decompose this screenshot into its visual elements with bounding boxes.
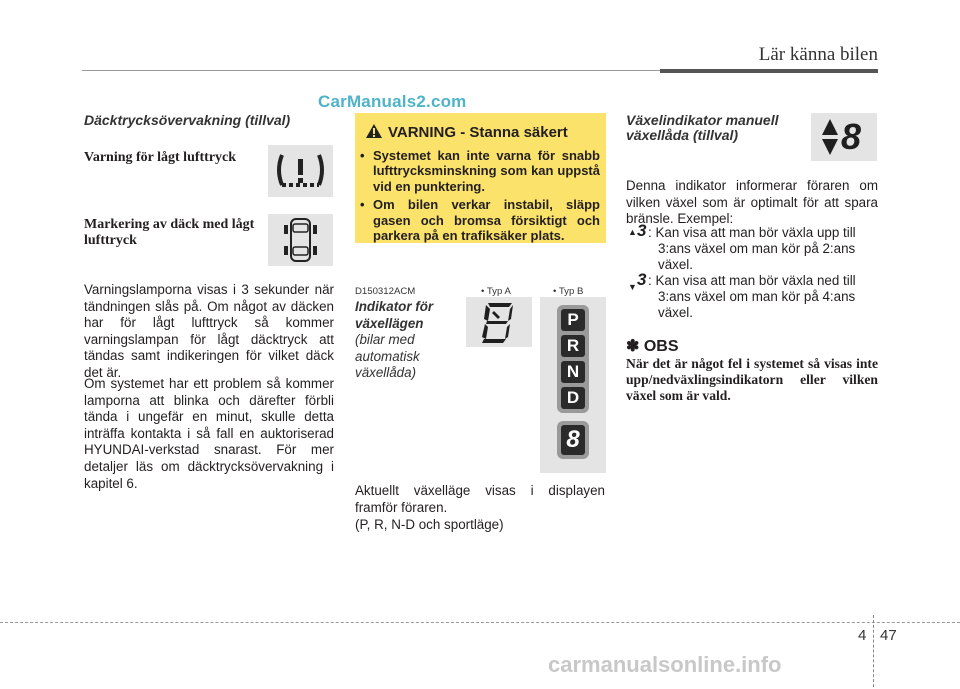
- indicator-title: Indikator för växellägen: [355, 299, 434, 331]
- warning-item: • Systemet kan inte varna för snabb lufttrycksminskning som kan uppstå vid en punktering.: [360, 148, 600, 194]
- warning-item: • Om bilen verkar instabil, släpp gasen och bromsa försiktigt och parkera på en trafiksäker plats.: [360, 197, 600, 243]
- shift-indicator-digit: 8: [841, 116, 862, 157]
- shift-indicator-title-2: växellåda (tillval): [626, 127, 739, 143]
- page-header-title: Lär känna bilen: [758, 44, 878, 65]
- tpms-paragraph-1: Varningslamporna visas i 3 sekunder när tändningen slås på. Om något av däcken har för lågt lufttryck så kommer varningslampan för lågt däcktryck att tändas samt indikeringen för vilket däck det är.: [84, 282, 334, 380]
- tire-pressure-warning-icon: [268, 145, 333, 197]
- tpms-section-title: Däcktrycksövervakning (tillval): [84, 112, 291, 128]
- tpms-paragraph-2: Om systemet har ett problem så kommer lamporna att blinka och därefter förbli tända i ungefär en minut, skulle detta inträffa kontakta i så fall en auktoriserad HYUNDAI-verkstad snarast. För mer detaljer läs om däcktrycksövervakning i kapitel 6.: [84, 376, 334, 491]
- type-b-display-box: [540, 297, 606, 473]
- digit-frame: [557, 421, 589, 459]
- gear-display-paragraph: Aktuellt växelläge visas i displayen framför föraren.: [355, 483, 605, 515]
- shift-down-text-2: 3:ans växel om man kör på 4:ans: [658, 289, 856, 304]
- warning-title: VARNING - Stanna säkert: [388, 124, 568, 141]
- shift-up-text-1: : Kan visa att man bör växla upp till: [648, 225, 856, 240]
- warning-triangle-icon: [365, 123, 383, 139]
- shift-indicator-title-1: Växelindikator manuell: [626, 112, 779, 128]
- type-a-display-box: [466, 297, 532, 347]
- figure-code: D150312ACM: [355, 286, 416, 297]
- page-number: 47: [880, 627, 897, 644]
- type-b-label: • Typ B: [553, 286, 584, 297]
- type-a-label: • Typ A: [481, 286, 511, 297]
- shift-up-text-3: växel.: [658, 257, 693, 272]
- tire-marker-label: Markering av däck med lågt lufttryck: [84, 217, 255, 248]
- shift-down-text-3: växel.: [658, 305, 693, 320]
- tire-position-icon-box: [268, 214, 333, 266]
- page-number-separator: [873, 615, 875, 687]
- car-tire-position-icon: [268, 214, 333, 266]
- obs-text: När det är något fel i systemet så visas inte upp/nedväxlingsindikatorn eller vilken växel som är vald.: [626, 356, 878, 403]
- gear-letter-p: P: [561, 309, 585, 331]
- shift-up-text-2: 3:ans växel om man kör på 2:ans: [658, 241, 856, 256]
- gear-letter-r: R: [561, 335, 585, 357]
- gear-display-type-a-icon: [466, 297, 532, 347]
- chapter-number: 4: [858, 627, 867, 644]
- up-gear-symbol: 3: [637, 221, 647, 240]
- shift-indicator-intro: Denna indikator informerar föraren om vilken växel som är optimalt för att spara bränsle. Exempel:: [626, 178, 878, 227]
- low-pressure-icon-box: [268, 145, 333, 197]
- gear-letter-n: N: [561, 361, 585, 383]
- footer-rule: [0, 622, 960, 623]
- obs-heading: ✽ OBS: [626, 338, 679, 355]
- down-gear-symbol: 3: [637, 270, 647, 289]
- watermark-top: CarManuals2.com: [318, 92, 467, 111]
- shift-up-down-arrows-icon: [821, 118, 839, 156]
- gear-letter-d: D: [561, 387, 585, 409]
- low-pressure-label: Varning för lågt lufttryck: [84, 150, 237, 165]
- gear-modes-note: (P, R, N-D och sportläge): [355, 517, 504, 532]
- indicator-subtitle: (bilar med automatisk växellåda): [355, 332, 420, 381]
- header-accent-bar: [660, 69, 878, 73]
- down-arrow-icon: ▼: [628, 282, 637, 292]
- warning-list: [360, 148, 600, 246]
- up-arrow-icon: ▲: [628, 227, 637, 237]
- gear-digit-display: 8: [561, 425, 585, 455]
- watermark-bottom: carmanualsonline.info: [548, 652, 782, 677]
- shift-down-text-1: : Kan visa att man bör växla ned till: [648, 273, 856, 288]
- shift-indicator-icon-box: [811, 113, 877, 161]
